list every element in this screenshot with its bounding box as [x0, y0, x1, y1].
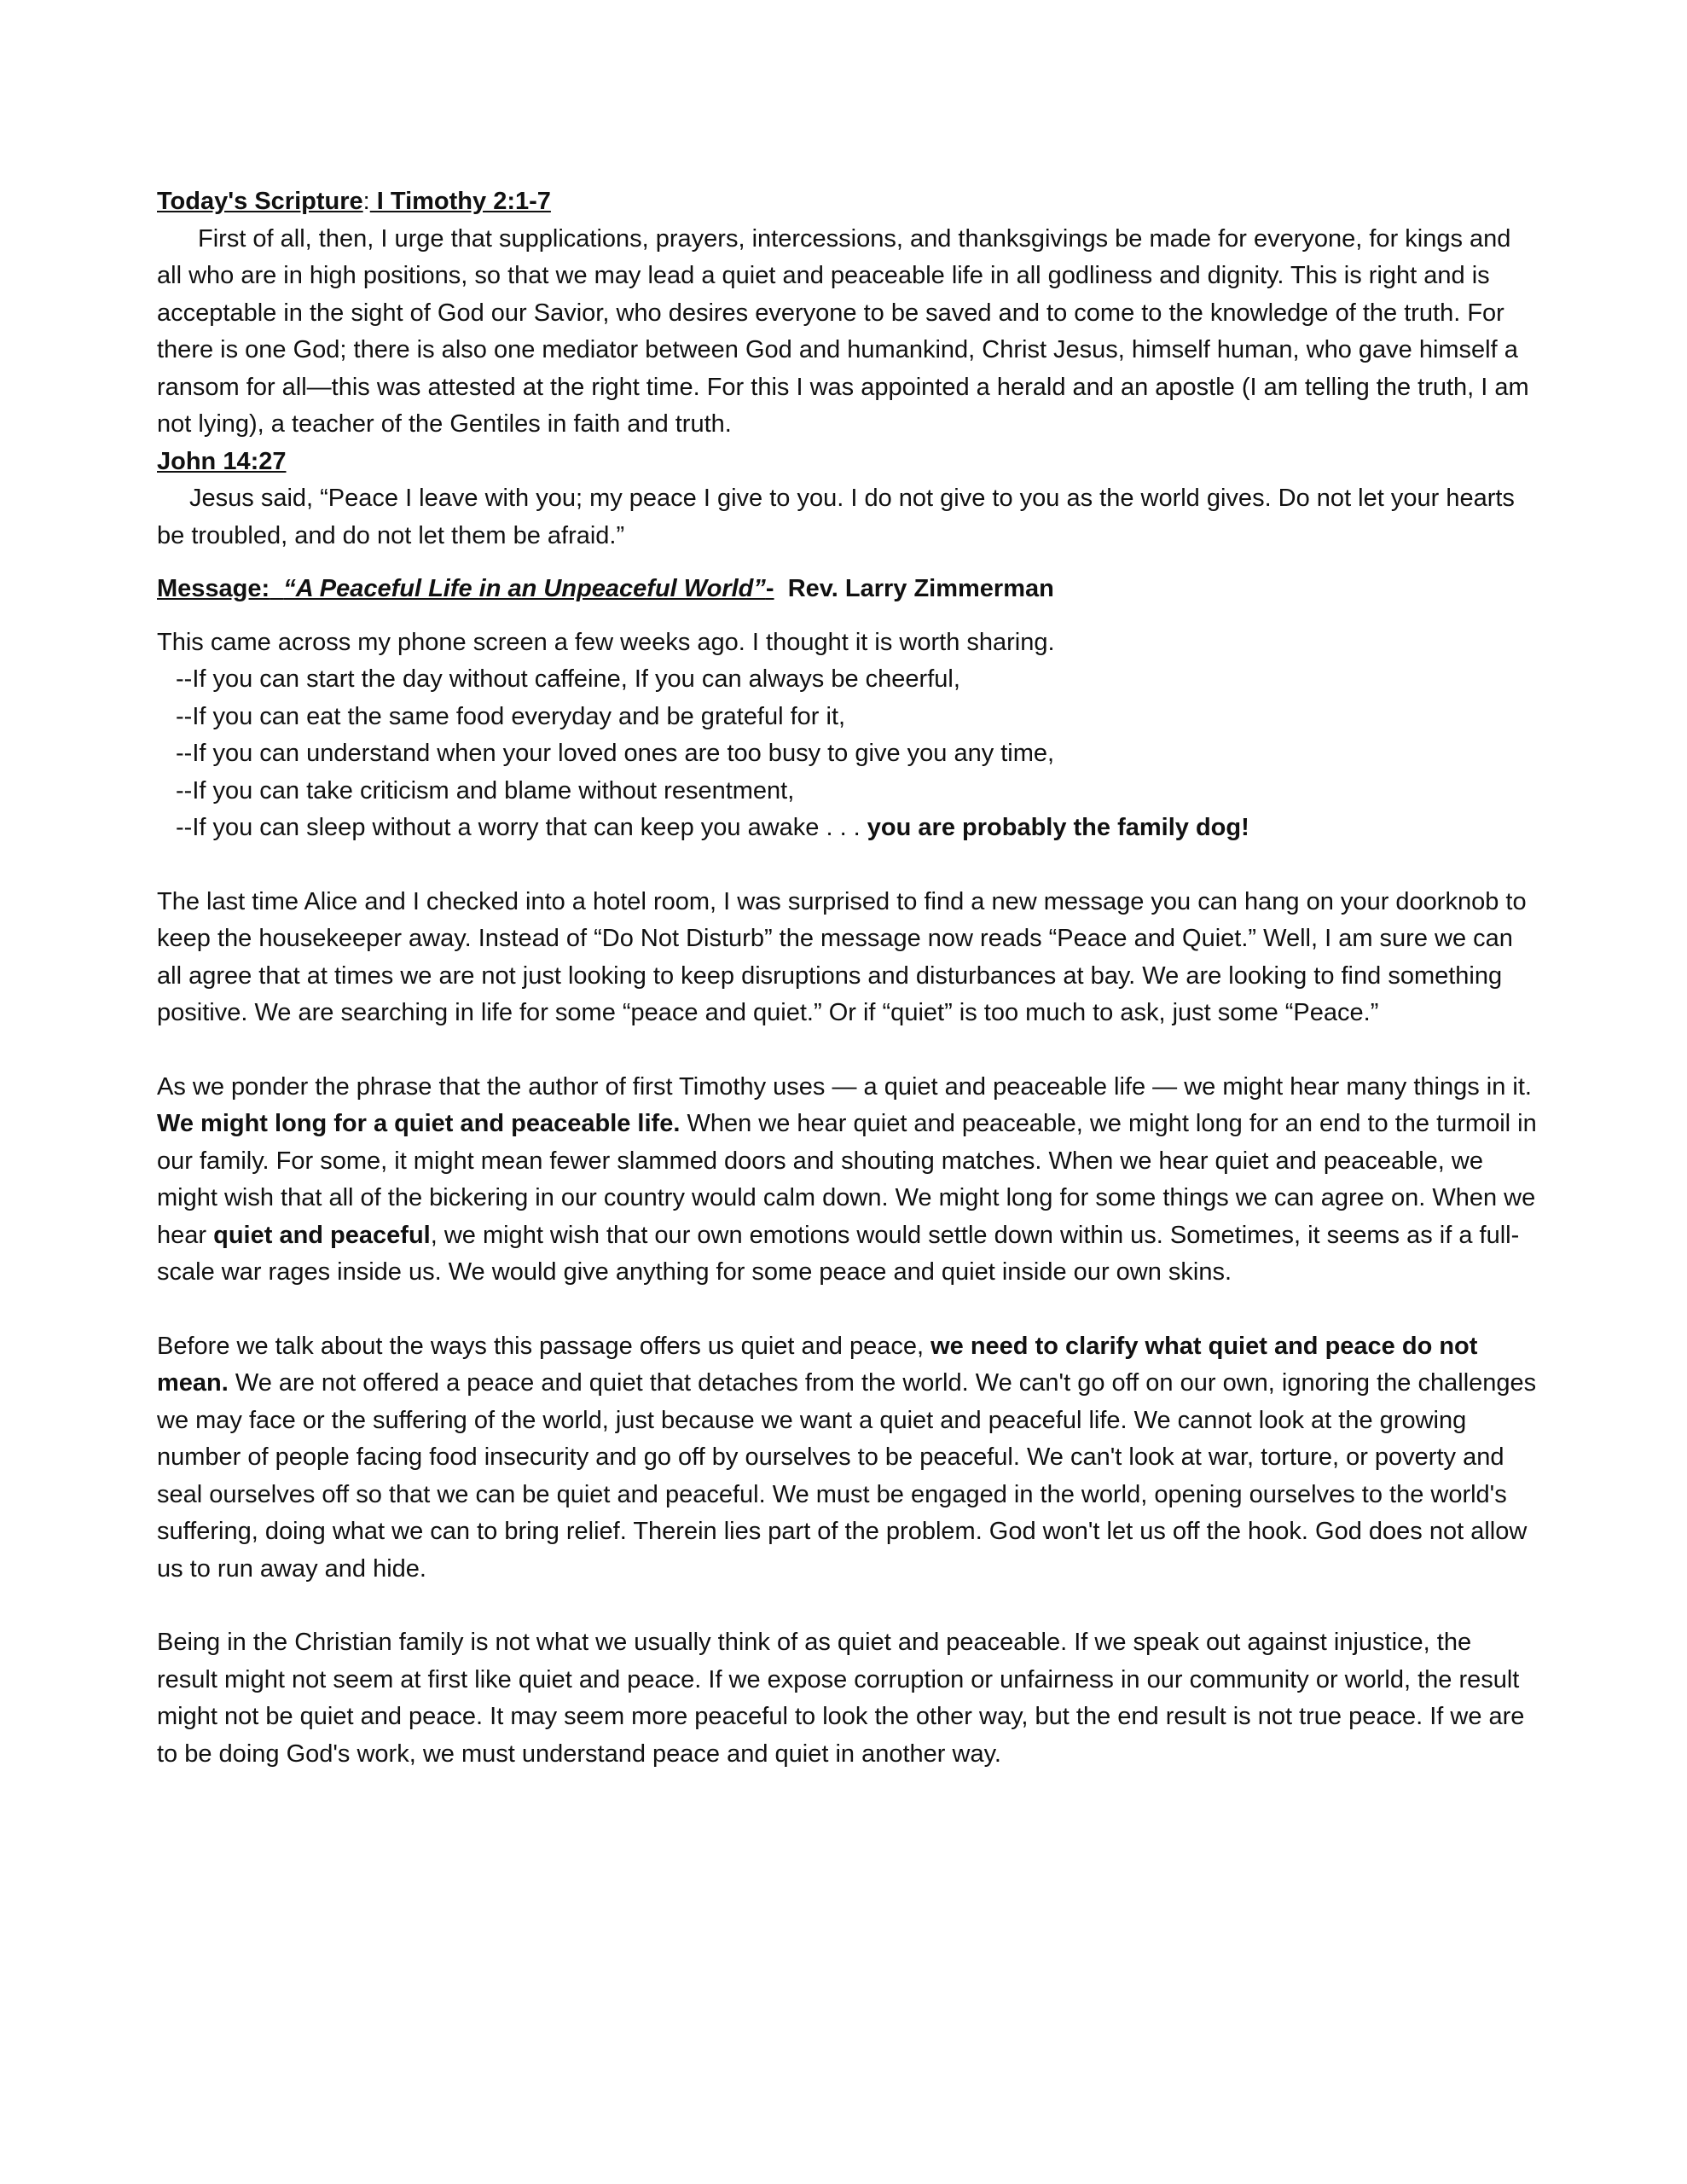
intro-line: This came across my phone screen a few weeks ago. I thought it is worth sharing. — [157, 628, 1055, 656]
paragraph-before — [157, 1328, 1539, 1589]
before-text-2: We are not offered a peace and quiet that detaches from the world. We can't go off on our own, ignoring the challenges we may face or the suffering of the world, just because we want a quiet and peaceful life. We cannot look at the growing number of people facing food insecurity and go off by ourselves to be peaceful. We can't look at war, torture, or poverty and seal ourselves off so that we can be quiet and peaceful. We must be engaged in the world, opening ourselves to the world's suffering, doing what we can to bring relief. Therein lies part of the problem. God won't let us off the hook. God does not allow us to run away and hide. — [157, 1369, 1537, 1583]
john-heading — [157, 444, 1539, 481]
message-title: “A Peaceful Life in an Unpeaceful World” — [283, 575, 766, 602]
spacer — [157, 1588, 1539, 1624]
message-author: Rev. Larry Zimmerman — [787, 575, 1054, 602]
list-item: --If you can take criticism and blame without resentment, — [176, 776, 795, 804]
list-item: --If you can start the day without caffeine, If you can always be cheerful, — [176, 665, 960, 693]
spacer — [157, 608, 1539, 624]
scripture-label: Today's Scripture — [157, 188, 363, 215]
spacer — [157, 1032, 1539, 1069]
punchline: you are probably the family dog! — [867, 814, 1249, 841]
spacer — [157, 847, 1539, 884]
scripture-colon: : — [362, 188, 370, 215]
message-label: Message: — [157, 575, 270, 602]
ponder-text-1: As we ponder the phrase that the author of first Timothy uses — a quiet and peaceable life — we might hear many things in it. — [157, 1072, 1532, 1101]
john-text: Jesus said, “Peace I leave with you; my peace I give to you. I do not give to you as the world gives. Do not let your hearts be troubled, and do not let them be afraid.” — [157, 485, 1515, 549]
list-item: --If you can understand when your loved ones are too busy to give you any time, — [176, 740, 1055, 767]
ponder-text-3: , we might wish that our own emotions would settle down within us. Sometimes, it seems as if a full-scale war rages inside us. We would give anything for some peace and quiet inside our own skins. — [157, 1221, 1520, 1286]
document-page — [157, 183, 1539, 1773]
ponder-text-2: When we hear quiet and peaceable, we might long for an end to the turmoil in our family. For some, it might mean fewer slammed doors and shouting matches. When we hear quiet and peaceable, we might wish that all of the bickering in our country would calm down. We might long for some things we can agree on. When we hear — [157, 1110, 1537, 1249]
ponder-bold-2: quiet and peaceful — [213, 1221, 431, 1249]
spacer — [157, 555, 1539, 571]
paragraph-christian: Being in the Christian family is not what we usually think of as quiet and peaceable. If we speak out against injustice, the result might not seem at first like quiet and peace. If we expose corruption or unfairness in our community or world, the result might not be quiet and peace. It may seem more peaceful to look the other way, but the end result is not true peace. If we are to be doing God's work, we must understand peace and quiet in another way. — [157, 1629, 1525, 1768]
list-item-last — [157, 810, 1539, 847]
list-item: --If you can eat the same food everyday and be grateful for it, — [176, 702, 846, 730]
list-item-text: --If you can sleep without a worry that can keep you awake . . . — [176, 814, 867, 841]
scripture-text: First of all, then, I urge that supplications, prayers, intercessions, and thanksgivings be made for everyone, for kings and all who are in high positions, so that we may lead a quiet and peaceable life in all godliness and dignity. This is right and is acceptable in the sight of God our Savior, who desires everyone to be saved and to come to the knowledge of the truth. For there is one God; there is also one mediator between God and humankind, Christ Jesus, himself human, who gave himself a ransom for all—this was attested at the right time. For this I was appointed a herald and an apostle (I am telling the truth, I am not lying), a teacher of the Gentiles in faith and truth. — [157, 224, 1529, 438]
message-dash: - — [765, 575, 774, 602]
paragraph-ponder — [157, 1069, 1539, 1292]
paragraph-hotel: The last time Alice and I checked into a hotel room, I was surprised to find a new message you can hang on your doorknob to keep the housekeeper away. Instead of “Do Not Disturb” the message now reads “Peace and Quiet.” Well, I am sure we can all agree that at times we are not just looking to keep disruptions and disturbances at bay. We are looking to find something positive. We are searching in life for some “peace and quiet.” Or if “quiet” is too much to ask, just some “Peace.” — [157, 887, 1527, 1026]
ponder-bold-1: We might long for a quiet and peaceable life. — [157, 1110, 681, 1137]
spacer — [157, 1292, 1539, 1328]
scripture-reference: I Timothy 2:1-7 — [369, 188, 551, 215]
john-reference: John 14:27 — [157, 447, 287, 475]
before-text-1: Before we talk about the ways this passage offers us quiet and peace, — [157, 1332, 931, 1360]
before-bold: we need to clarify what quiet and peace do not mean. — [157, 1332, 1478, 1397]
message-heading — [157, 571, 1539, 608]
scripture-heading — [157, 183, 1539, 221]
